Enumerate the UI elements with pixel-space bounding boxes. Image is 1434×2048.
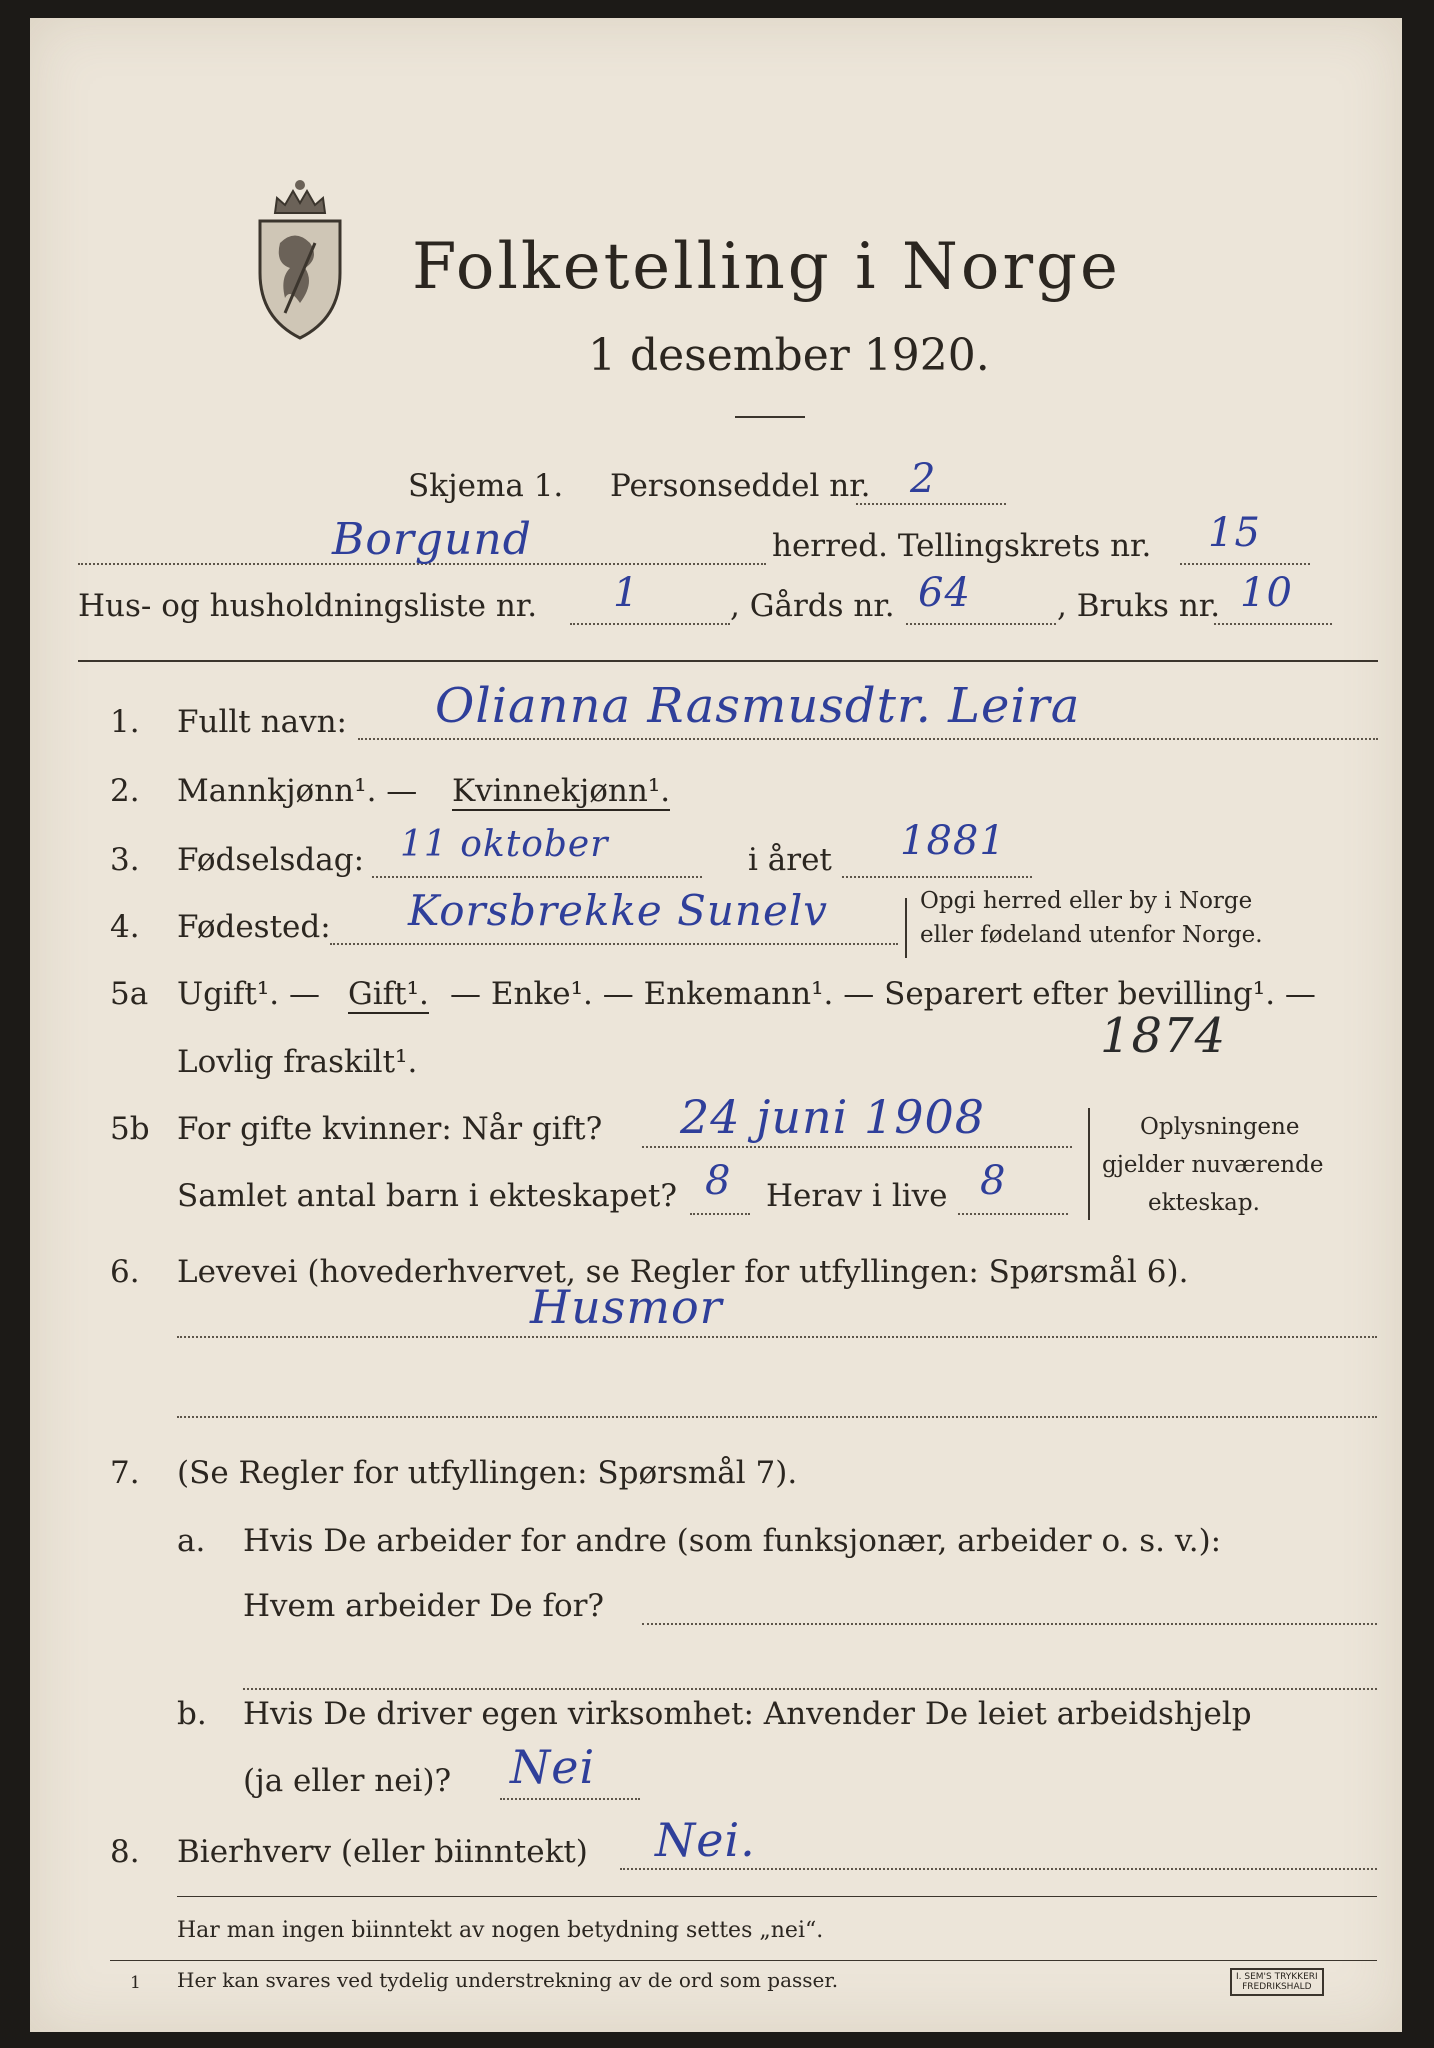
q4-note-1: Opgi herred eller by i Norge bbox=[920, 888, 1253, 914]
q5a-handwritten-year: 1874 bbox=[1100, 1008, 1227, 1064]
q5b-note-3: ekteskap. bbox=[1148, 1190, 1260, 1216]
q3-label: Fødselsdag: bbox=[177, 842, 365, 878]
footer-divider bbox=[177, 1896, 1377, 1897]
personseddel-label: Personseddel nr. bbox=[610, 468, 871, 504]
q5b-children-line bbox=[690, 1213, 750, 1215]
q2-male: Mannkjønn¹. — bbox=[177, 773, 418, 809]
q5b-value: 24 juni 1908 bbox=[680, 1090, 986, 1144]
coat-of-arms-icon bbox=[245, 173, 355, 343]
footnote-mark: 1 bbox=[130, 1973, 141, 1993]
q5a-lovlig-fraskilt: Lovlig fraskilt¹. bbox=[177, 1044, 418, 1080]
title-divider bbox=[735, 416, 805, 418]
q5a-gift: Gift¹. bbox=[348, 976, 429, 1012]
bruks-line bbox=[1214, 623, 1332, 625]
q5b-label: For gifte kvinner: Når gift? bbox=[177, 1111, 603, 1147]
q6-number: 6. bbox=[110, 1254, 140, 1290]
tellingskrets-line bbox=[1180, 563, 1310, 565]
q3-year-value: 1881 bbox=[900, 818, 1006, 864]
q7a-label: Hvis De arbeider for andre (som funksjonær, arbeider o. s. v.): bbox=[243, 1523, 1222, 1559]
q5b-alive-value: 8 bbox=[980, 1158, 1007, 1204]
personseddel-value: 2 bbox=[910, 456, 937, 502]
printer-stamp bbox=[1230, 1968, 1324, 1996]
q3-year-line bbox=[842, 876, 1032, 878]
footnote-divider bbox=[110, 1960, 1377, 1961]
husliste-value: 1 bbox=[613, 570, 640, 616]
q2-number: 2. bbox=[110, 773, 140, 809]
q5b-alive-label: Herav i live bbox=[766, 1178, 948, 1214]
q8-number: 8. bbox=[110, 1834, 140, 1870]
q4-label: Fødested: bbox=[177, 909, 331, 945]
header-divider bbox=[78, 660, 1378, 662]
q1-label: Fullt navn: bbox=[177, 704, 347, 740]
printer-stamp-line-2: FREDRIKSHALD bbox=[1242, 1982, 1312, 1992]
q5a-ugift: Ugift¹. — bbox=[177, 976, 320, 1012]
q5a-options: — Enke¹. — Enkemann¹. — Separert efter bevilling¹. — bbox=[450, 976, 1316, 1012]
q8-value: Nei. bbox=[655, 1813, 756, 1867]
q7b-label: Hvis De driver egen virksomhet: Anvender De leiet arbeidshjelp bbox=[243, 1696, 1252, 1732]
q7a-line-1 bbox=[642, 1623, 1377, 1625]
q3-line bbox=[372, 876, 702, 878]
gards-line bbox=[906, 623, 1056, 625]
q1-line bbox=[358, 738, 1378, 740]
q6-value: Husmor bbox=[530, 1280, 723, 1334]
q4-line bbox=[330, 943, 898, 945]
q5b-children-label: Samlet antal barn i ekteskapet? bbox=[177, 1178, 677, 1214]
q8-line bbox=[620, 1868, 1377, 1870]
form-title: Folketelling i Norge bbox=[412, 230, 1121, 304]
q6-label: Levevei (hovederhvervet, se Regler for utfyllingen: Spørsmål 6). bbox=[177, 1254, 1189, 1290]
q3-value: 11 oktober bbox=[400, 824, 609, 865]
q7b-value: Nei bbox=[510, 1740, 596, 1794]
q7b-letter: b. bbox=[177, 1696, 207, 1732]
q7-number: 7. bbox=[110, 1455, 140, 1491]
skjema-label: Skjema 1. bbox=[408, 468, 564, 504]
q8-label: Bierhverv (eller biinntekt) bbox=[177, 1834, 588, 1870]
census-form-page bbox=[30, 18, 1402, 2032]
gards-label: , Gårds nr. bbox=[730, 588, 895, 624]
gards-value: 64 bbox=[918, 570, 971, 616]
q7a-letter: a. bbox=[177, 1523, 206, 1559]
q4-note-2: eller fødeland utenfor Norge. bbox=[920, 922, 1263, 948]
herred-label: herred. Tellingskrets nr. bbox=[772, 528, 1152, 564]
husliste-line bbox=[570, 623, 730, 625]
q7a-line-2 bbox=[243, 1688, 1377, 1690]
printer-stamp-line-1: I. SEM'S TRYKKERI bbox=[1236, 1972, 1318, 1982]
personseddel-line bbox=[856, 503, 1006, 505]
q5b-brace bbox=[1088, 1108, 1090, 1220]
bruks-label: , Bruks nr. bbox=[1057, 588, 1221, 624]
tellingskrets-value: 15 bbox=[1208, 510, 1261, 556]
q2-female: Kvinnekjønn¹. bbox=[452, 773, 671, 809]
q4-value: Korsbrekke Sunelv bbox=[408, 886, 828, 935]
footer-note: Har man ingen biinntekt av nogen betydning settes „nei“. bbox=[177, 1918, 824, 1943]
q5b-line bbox=[642, 1146, 1072, 1148]
q4-number: 4. bbox=[110, 909, 140, 945]
q4-brace bbox=[905, 898, 907, 958]
q5a-number: 5a bbox=[110, 976, 149, 1012]
bruks-value: 10 bbox=[1240, 570, 1293, 616]
herred-value: Borgund bbox=[332, 514, 532, 565]
footnote-text: Her kan svares ved tydelig understrekning av de ord som passer. bbox=[177, 1968, 839, 1992]
q7b-jaellernei-label: (ja eller nei)? bbox=[243, 1763, 452, 1799]
q6-line-1 bbox=[177, 1336, 1377, 1338]
q1-value: Olianna Rasmusdtr. Leira bbox=[435, 678, 1081, 734]
q6-line-2 bbox=[177, 1416, 1377, 1418]
q1-number: 1. bbox=[110, 704, 140, 740]
q3-year-label: i året bbox=[748, 842, 832, 878]
q7b-line bbox=[500, 1798, 640, 1800]
q5b-number: 5b bbox=[110, 1111, 150, 1147]
q7-label: (Se Regler for utfyllingen: Spørsmål 7). bbox=[177, 1455, 798, 1491]
husliste-label: Hus- og husholdningsliste nr. bbox=[78, 588, 538, 624]
q7a-who-label: Hvem arbeider De for? bbox=[243, 1588, 605, 1624]
q5b-note-1: Oplysningene bbox=[1140, 1114, 1300, 1140]
q3-number: 3. bbox=[110, 842, 140, 878]
q5b-note-2: gjelder nuværende bbox=[1102, 1152, 1324, 1178]
q5b-alive-line bbox=[958, 1213, 1068, 1215]
census-date: 1 desember 1920. bbox=[588, 330, 990, 381]
q5b-children-value: 8 bbox=[705, 1158, 732, 1204]
